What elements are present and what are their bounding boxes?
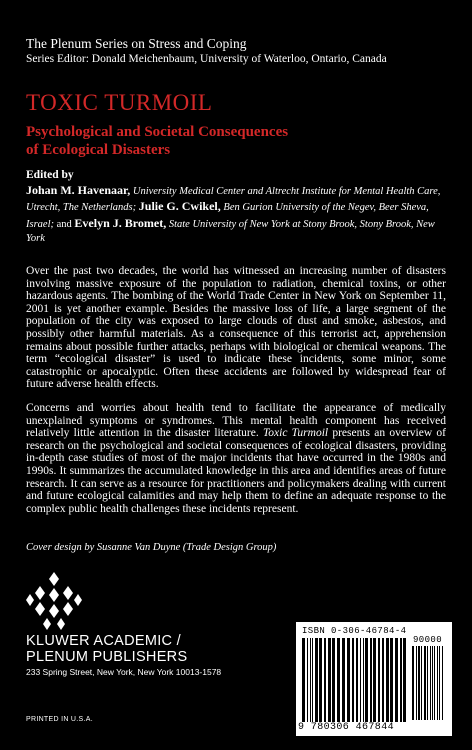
subtitle-line-1: Psychological and Societal Consequences xyxy=(26,124,289,140)
subtitle-line-2: of Ecological Disasters xyxy=(26,142,171,158)
ean-number: 9 780306 467844 xyxy=(298,722,395,733)
editor-name-1: Johan M. Havenaar, xyxy=(26,182,131,197)
series-header xyxy=(26,36,456,67)
isbn-number: ISBN 0-306-46784-4 xyxy=(302,626,407,636)
and-conjunction: and xyxy=(56,218,72,230)
paragraph-2-intro: Concerns and worries about health tend to facilitate the appearance of medically unexplained symptoms or syndromes. This mental health component has received relatively little attention in the disaster literature. xyxy=(26,401,446,440)
editor-affiliation-2: Ben Gurion University of the Negev, Beer Sheva, Israel; xyxy=(26,202,429,230)
book-subtitle xyxy=(26,123,456,159)
editors-block xyxy=(26,168,446,247)
book-title: TOXIC TURMOIL xyxy=(26,90,213,115)
barcode-panel xyxy=(296,622,452,736)
description-paragraph-2 xyxy=(26,402,446,515)
cover-design-credit: Cover design by Susanne Van Duyne (Trade Design Group) xyxy=(26,542,277,553)
publisher-name-line-2: PLENUM PUBLISHERS xyxy=(26,649,188,665)
publisher-address: 233 Spring Street, New York, New York 10013-1578 xyxy=(26,667,222,677)
publisher-block xyxy=(26,633,221,678)
editor-name-3: Evelyn J. Bromet, xyxy=(74,215,167,230)
editor-name-2: Julie G. Cwikel, xyxy=(138,199,221,213)
addon-barcode-icon xyxy=(412,646,446,720)
edited-by-label: Edited by xyxy=(26,169,74,181)
editor-affiliation-3: State University of New York at Stony Brook, Stony Brook, New York xyxy=(26,218,435,244)
publisher-logo-icon xyxy=(26,570,82,632)
printed-in-label: PRINTED IN U.S.A. xyxy=(26,716,93,723)
paragraph-2-rest: presents an overview of research on the psychological and societal consequences of ecological disasters, providing in-depth case studies of most of the major incidents that have occurred in the 1980s and 1990s. It summarizes the accumulated knowledge in this area and identifies areas of future research. It can serve as a resource for practitioners and policymakers dealing with current and future ecological calamities and may help them to define an adequate response to the complex public health challenges these incidents represent. xyxy=(26,427,446,515)
ean-barcode-icon xyxy=(302,638,408,722)
series-name: The Plenum Series on Stress and Coping xyxy=(26,36,247,51)
price-code: 90000 xyxy=(413,635,443,645)
book-description xyxy=(26,265,446,526)
series-editor: Series Editor: Donald Meichenbaum, University of Waterloo, Ontario, Canada xyxy=(26,53,387,65)
paragraph-2-title-ref: Toxic Turmoil xyxy=(262,427,329,440)
editor-affiliation-1: University Medical Center and Altrecht Institute for Mental Health Care, Utrecht, The Netherlands; xyxy=(26,185,441,213)
description-paragraph-1: Over the past two decades, the world has witnessed an increasing number of disasters involving massive exposure of the population to radiation, chemical toxins, or other hazardous agents. The bombing of the World Trade Center in New York on September 11, 2001 is yet another example. Besides the massive loss of life, a large segment of the population of the city was exposed to large clouds of dust and smoke, asbestos, and possibly other harmful materials. As a consequence of this terrorist act, apprehension remains about possible further attacks, perhaps with biological or chemical weapons. The term “ecological disaster” is used to indicate these incidents, some minor, some catastrophic or apocalyptic. Often these accidents are followed by widespread fear of future adverse health effects. xyxy=(26,265,446,391)
publisher-name-line-1: KLUWER ACADEMIC / xyxy=(26,633,181,649)
